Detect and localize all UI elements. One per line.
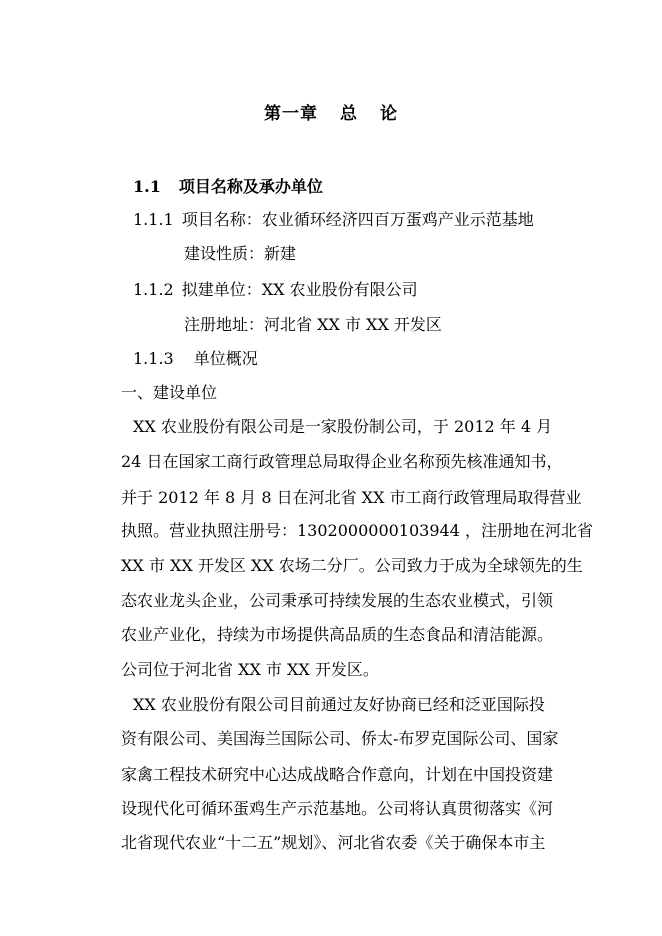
field-label: 建设性质： [184, 244, 265, 263]
item-value: XX 农业股份有限公司 [261, 280, 418, 299]
subheading: 一、建设单位 [121, 383, 218, 402]
paragraph-line: 态农业龙头企业，公司秉承可持续发展的生态农业模式，引领 [121, 591, 554, 610]
paragraph-line: 资有限公司、美国海兰国际公司、侨太-布罗克国际公司、国家 [121, 729, 559, 748]
paragraph-line: XX 市 XX 开发区 XX 农场二分厂。公司致力于成为全球领先的生 [121, 556, 583, 575]
section-heading [133, 176, 323, 198]
item-value: 农业循环经济四百万蛋鸡产业示范基地 [261, 210, 534, 229]
paragraph-line: 执照。营业执照注册号：1302000000103944 ，注册地在河北省 [121, 521, 593, 540]
paragraph-line: 家禽工程技术研究中心达成战略合作意向，计划在中国投资建 [121, 765, 554, 784]
paragraph-line: 北省现代农业“十二五”规划》、河北省农委《关于确保本市主 [121, 833, 546, 852]
section-number: 1.1 [133, 177, 161, 196]
construction-nature-line [184, 243, 296, 265]
field-value: 新建 [264, 244, 297, 263]
chapter-number: 第一章 [264, 104, 318, 124]
item-label: 拟建单位： [181, 280, 262, 299]
field-value: 河北省 XX 市 XX 开发区 [264, 315, 442, 334]
paragraph-line: XX 农业股份有限公司目前通过友好协商已经和泛亚国际投 [133, 695, 545, 714]
paragraph-line: 农业产业化，持续为市场提供高品质的生态食品和清洁能源。 [121, 625, 554, 644]
paragraph-line: 24 日在国家工商行政管理总局取得企业名称预先核准通知书， [121, 452, 563, 471]
item-title: 单位概况 [193, 349, 258, 368]
paragraph-line: 设现代化可循环蛋鸡生产示范基地。公司将认真贯彻落实《河 [121, 799, 554, 818]
chapter-word-1: 总 [340, 104, 358, 124]
item-unit-overview [133, 348, 258, 370]
item-project-name [133, 209, 534, 231]
section-title: 项目名称及承办单位 [178, 177, 323, 196]
registered-address-line [184, 314, 442, 336]
item-number: 1.1.2 [133, 280, 174, 299]
item-number: 1.1.3 [133, 349, 174, 368]
field-label: 注册地址： [184, 315, 265, 334]
item-number: 1.1.1 [133, 210, 174, 229]
item-label: 项目名称： [181, 210, 262, 229]
paragraph-line: XX 农业股份有限公司是一家股份制公司，于 2012 年 4 月 [133, 417, 553, 436]
paragraph-line: 并于 2012 年 8 月 8 日在河北省 XX 市工商行政管理局取得营业 [121, 488, 582, 507]
item-proposed-unit [133, 279, 418, 301]
chapter-word-2: 论 [380, 104, 398, 124]
chapter-title [0, 103, 662, 125]
paragraph-line: 公司位于河北省 XX 市 XX 开发区。 [121, 660, 379, 679]
